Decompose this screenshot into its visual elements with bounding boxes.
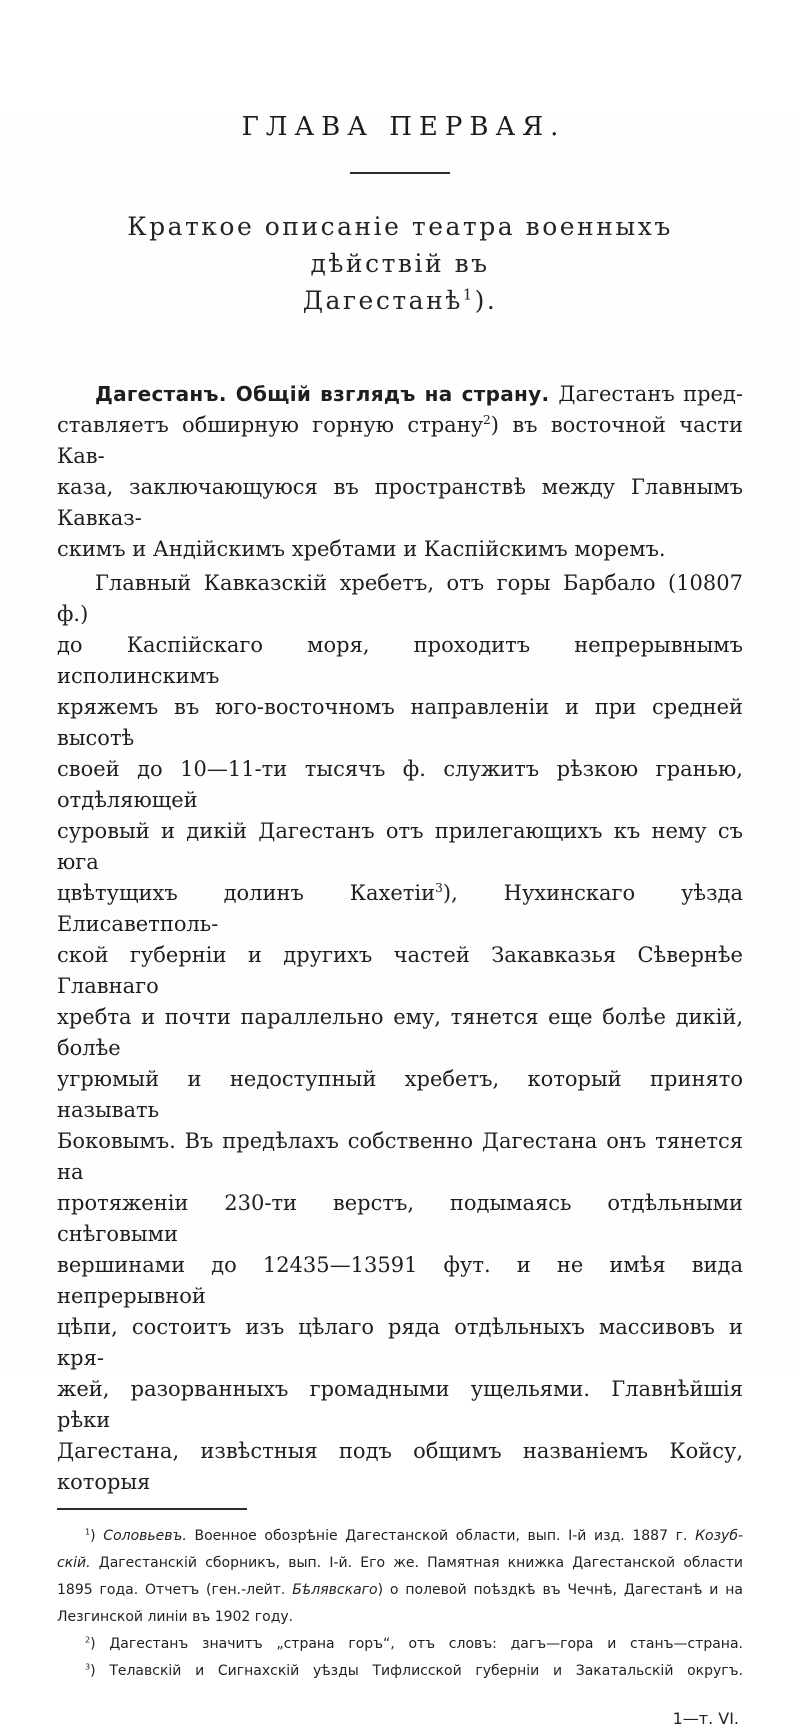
text-line [57,1658,743,1685]
text-segment: скимъ и Андійскимъ хребтами и Каспійскимъ моремъ. [57,537,666,561]
text-line [57,1577,743,1604]
text-segment: ), Нухинскаго уѣзда Елисаветполь- [57,881,744,936]
text-segment: кряжемъ въ юго-восточномъ направленіи и при средней высотѣ [57,695,743,750]
text-line [57,410,743,472]
body-text [57,379,743,1498]
title-divider-rule [350,172,450,174]
text-segment: Козуб- [695,1528,743,1544]
text-segment: суровый и дикій Дагестанъ отъ прилегающихъ къ нему съ юга [57,819,743,874]
text-segment: хребта и почти параллельно ему, тянется еще болѣе дикій, болѣе [57,1005,743,1060]
text-segment: ставляетъ обширную горную страну [57,413,484,437]
text-segment: цѣпи, состоитъ изъ цѣлаго ряда отдѣльныхъ массивовъ и кря- [57,1315,743,1370]
text-line [57,568,743,630]
text-segment: цвѣтущихъ долинъ Кахетіи [57,881,436,905]
text-line [57,379,743,410]
footnote [57,1631,743,1658]
text-line [57,208,743,282]
text-line [57,1312,743,1374]
book-page [0,112,800,1728]
text-line [57,1250,743,1312]
footnote-ref: 3 [85,1661,91,1672]
chapter-title: ГЛАВА ПЕРВАЯ. [241,112,566,142]
text-segment: угрюмый и недоступный хребетъ, который принято называть [57,1067,743,1122]
text-line [57,1631,743,1658]
text-line [57,1604,743,1631]
text-line [57,816,743,878]
text-line [57,692,743,754]
footnotes-section [57,1523,743,1685]
text-segment: жей, разорванныхъ громадными ущельями. Главнѣйшія рѣки [57,1377,743,1432]
footnote-ref: 1 [85,1526,91,1537]
text-line [57,282,743,319]
text-segment: Дагестанъ пред- [558,382,743,406]
text-line [57,940,743,1002]
text-segment: ) [90,1528,104,1544]
text-line [57,1188,743,1250]
paragraph [57,568,743,1498]
text-line [57,878,743,940]
footnote [57,1523,743,1631]
text-segment: ). [474,286,498,315]
text-segment: каза, заключающуюся въ пространствѣ между Главнымъ Кавказ- [57,475,743,530]
text-line [57,754,743,816]
text-line [57,630,743,692]
paragraph [57,379,743,565]
text-segment: Военное обозрѣніе Дагестанской области, вып. I-й изд. 1887 г. [186,1528,696,1544]
text-segment: Главный Кавказскій хребетъ, отъ горы Барбало (10807 ф.) [57,571,743,626]
text-line [57,1002,743,1064]
page-signature: 1—т. VI. [672,1709,739,1728]
text-line [57,1064,743,1126]
text-segment: ) въ восточной части Кав- [57,413,743,468]
text-line [57,1436,743,1498]
footnote-ref: 3 [435,881,443,895]
text-line [57,534,743,565]
text-segment: протяженіи 230-ти верстъ, подымаясь отдѣльными снѣговыми [57,1191,743,1246]
text-segment: ) Телавскій и Сигнахскій уѣзды Тифлисской губерніи и Закатальскій округъ. [90,1663,743,1679]
text-segment: ) Дагестанъ значитъ „страна горъ“, отъ словъ: дагъ—гора и станъ—страна. [90,1636,743,1652]
text-segment: Краткое описаніе театра военныхъ дѣйствій въ [127,212,673,278]
footnote [57,1658,743,1685]
text-line [57,1126,743,1188]
chapter-subtitle [57,208,743,319]
text-segment: до Каспійскаго моря, проходитъ непрерывнымъ исполинскимъ [57,633,743,688]
text-segment: ) о полевой поѣздкѣ въ Чечнѣ, Дагестанѣ и на [377,1582,743,1598]
footnote-ref: 1 [462,287,475,304]
text-segment: ской губерніи и другихъ частей Закавказья Сѣвернѣе Главнаго [57,943,743,998]
text-segment: Дагестанъ. Общій взглядъ на страну. [95,382,559,406]
text-segment: своей до 10—11-ти тысячъ ф. служитъ рѣзкою гранью, отдѣляющей [57,757,743,812]
text-segment: Дагестанѣ [302,286,463,315]
footnote-divider-rule [57,1508,247,1510]
text-line [57,1523,743,1550]
text-line [57,472,743,534]
text-segment: 1895 года. Отчетъ (ген.-лейт. [57,1582,293,1598]
text-segment: Бѣлявскаго [292,1582,378,1598]
footnote-ref: 2 [483,413,491,427]
text-segment: Соловьевъ. [103,1528,187,1544]
text-segment: Лезгинской линіи въ 1902 году. [57,1609,294,1625]
text-segment: скій. [57,1555,91,1571]
text-line [57,1550,743,1577]
text-segment: Дагестанскій сборникъ, вып. I-й. Его же. Памятная книжка Дагестанской области [90,1555,743,1571]
text-line [57,1374,743,1436]
text-segment: вершинами до 12435—13591 фут. и не имѣя вида непрерывной [57,1253,743,1308]
footnote-ref: 2 [85,1634,91,1645]
text-segment: Дагестана, извѣстныя подъ общимъ названіемъ Койсу, которыя [57,1439,743,1494]
text-segment: Боковымъ. Въ предѣлахъ собственно Дагестана онъ тянется на [57,1129,743,1184]
